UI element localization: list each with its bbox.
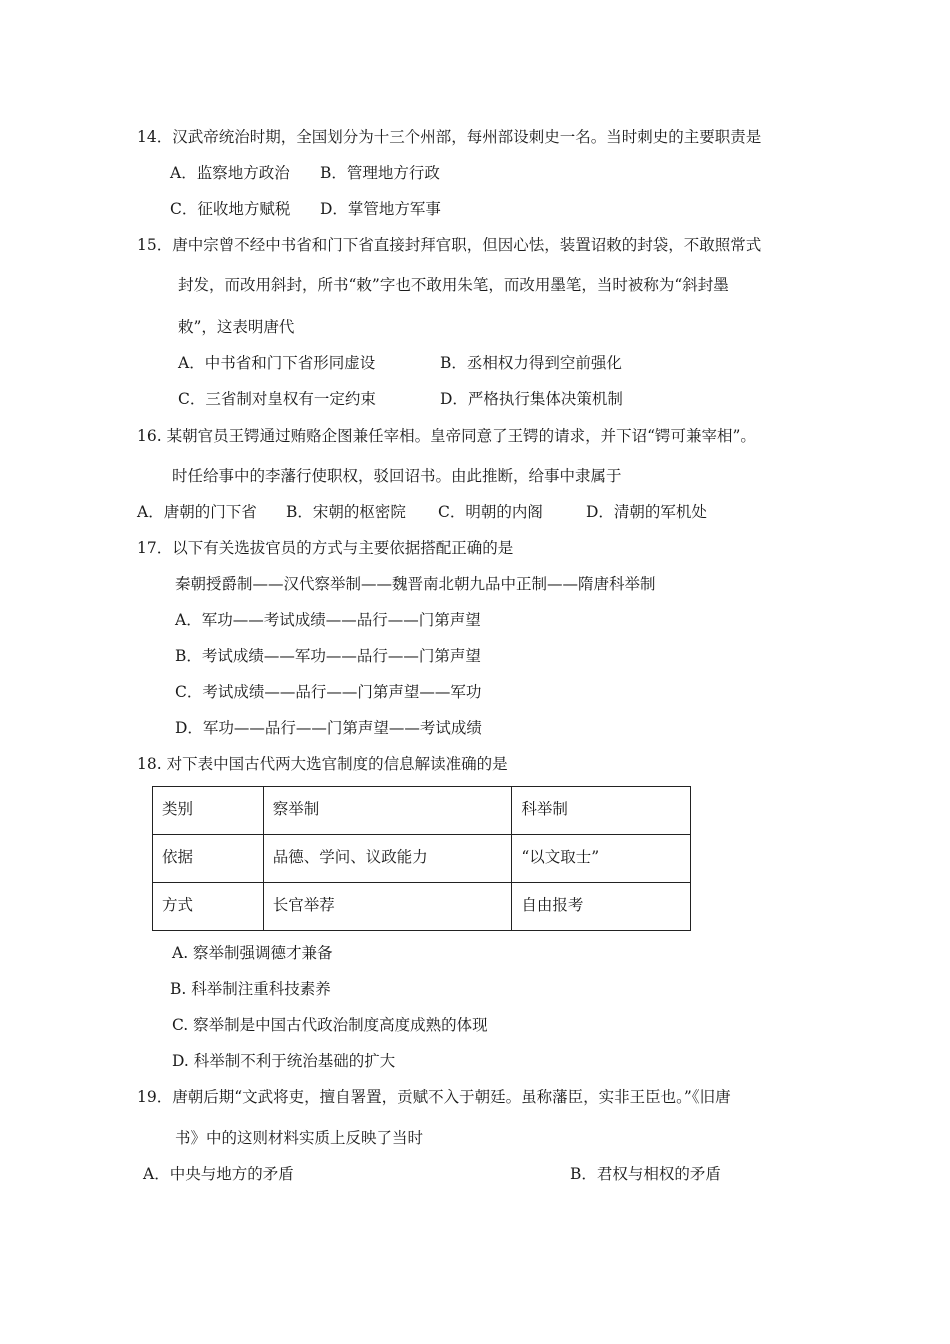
q16-option-c: C．明朝的内阁 — [438, 503, 543, 521]
q19-option-b: B．君权与相权的矛盾 — [570, 1165, 721, 1183]
q18-option-c: C. 察举制是中国古代政治制度高度成熟的体现 — [172, 1016, 488, 1034]
table-cell: 类别 — [153, 787, 264, 835]
table-cell: 依据 — [153, 835, 264, 883]
q19-stem-line1: 19．唐朝后期“文武将吏，擅自署置，贡赋不入于朝廷。虽称藩臣，实非王臣也。”《旧唐 — [137, 1088, 731, 1106]
q14-stem: 14．汉武帝统治时期，全国划分为十三个州部，每州部设刺史一名。当时刺史的主要职责是 — [137, 128, 762, 146]
q15-option-c: C．三省制对皇权有一定约束 — [178, 390, 376, 408]
table-cell: 品德、学问、议政能力 — [263, 835, 512, 883]
q18-option-a: A. 察举制强调德才兼备 — [172, 944, 333, 962]
q16-stem-line2: 时任给事中的李藩行使职权，驳回诏书。由此推断，给事中隶属于 — [172, 467, 622, 485]
selection-system-table — [152, 786, 691, 931]
q15-option-b: B．丞相权力得到空前强化 — [440, 354, 622, 372]
table-cell: 方式 — [153, 883, 264, 931]
table-cell: 长官举荐 — [263, 883, 512, 931]
q17-option-a: A．军功——考试成绩——品行——门第声望 — [175, 611, 481, 629]
table-cell: 自由报考 — [512, 883, 691, 931]
q16-option-a: A．唐朝的门下省 — [137, 503, 257, 521]
q16-option-d: D．清朝的军机处 — [586, 503, 707, 521]
table-cell: “以文取士” — [512, 835, 691, 883]
q17-stem: 17．以下有关选拔官员的方式与主要依据搭配正确的是 — [137, 539, 514, 557]
q15-stem-line2: 封发，而改用斜封，所书“敕”字也不敢用朱笔，而改用墨笔，当时被称为“斜封墨 — [178, 276, 729, 294]
q15-option-a: A．中书省和门下省形同虚设 — [178, 354, 376, 372]
q15-option-d: D．严格执行集体决策机制 — [440, 390, 623, 408]
q18-stem: 18. 对下表中国古代两大选官制度的信息解读准确的是 — [137, 755, 508, 773]
q18-option-b: B. 科举制注重科技素养 — [170, 980, 331, 998]
table-row — [153, 835, 691, 883]
table-row — [153, 883, 691, 931]
q14-option-c: C．征收地方赋税 — [170, 200, 291, 218]
q18-option-d: D. 科举制不利于统治基础的扩大 — [172, 1052, 396, 1070]
q14-option-a: A．监察地方政治 — [170, 164, 290, 182]
table-cell: 察举制 — [263, 787, 512, 835]
q19-stem-line2: 书》中的这则材料实质上反映了当时 — [175, 1129, 424, 1147]
q17-option-b: B．考试成绩——军功——品行——门第声望 — [175, 647, 481, 665]
table-cell: 科举制 — [512, 787, 691, 835]
q19-option-a: A．中央与地方的矛盾 — [143, 1165, 294, 1183]
q17-sequence: 秦朝授爵制——汉代察举制——魏晋南北朝九品中正制——隋唐科举制 — [175, 575, 656, 593]
q15-stem-line3: 敕”，这表明唐代 — [178, 318, 295, 336]
table-row — [153, 787, 691, 835]
q14-option-b: B．管理地方行政 — [320, 164, 440, 182]
q16-option-b: B．宋朝的枢密院 — [286, 503, 406, 521]
q15-stem-line1: 15．唐中宗曾不经中书省和门下省直接封拜官职，但因心怯，装置诏敕的封袋，不敢照常式 — [137, 236, 762, 254]
q16-stem-line1: 16. 某朝官员王锷通过贿赂企图兼任宰相。皇帝同意了王锷的请求，并下诏“锷可兼宰相”。 — [137, 427, 756, 445]
q17-option-c: C．考试成绩——品行——门第声望——军功 — [175, 683, 482, 701]
q17-option-d: D．军功——品行——门第声望——考试成绩 — [175, 719, 482, 737]
q14-option-d: D．掌管地方军事 — [320, 200, 441, 218]
